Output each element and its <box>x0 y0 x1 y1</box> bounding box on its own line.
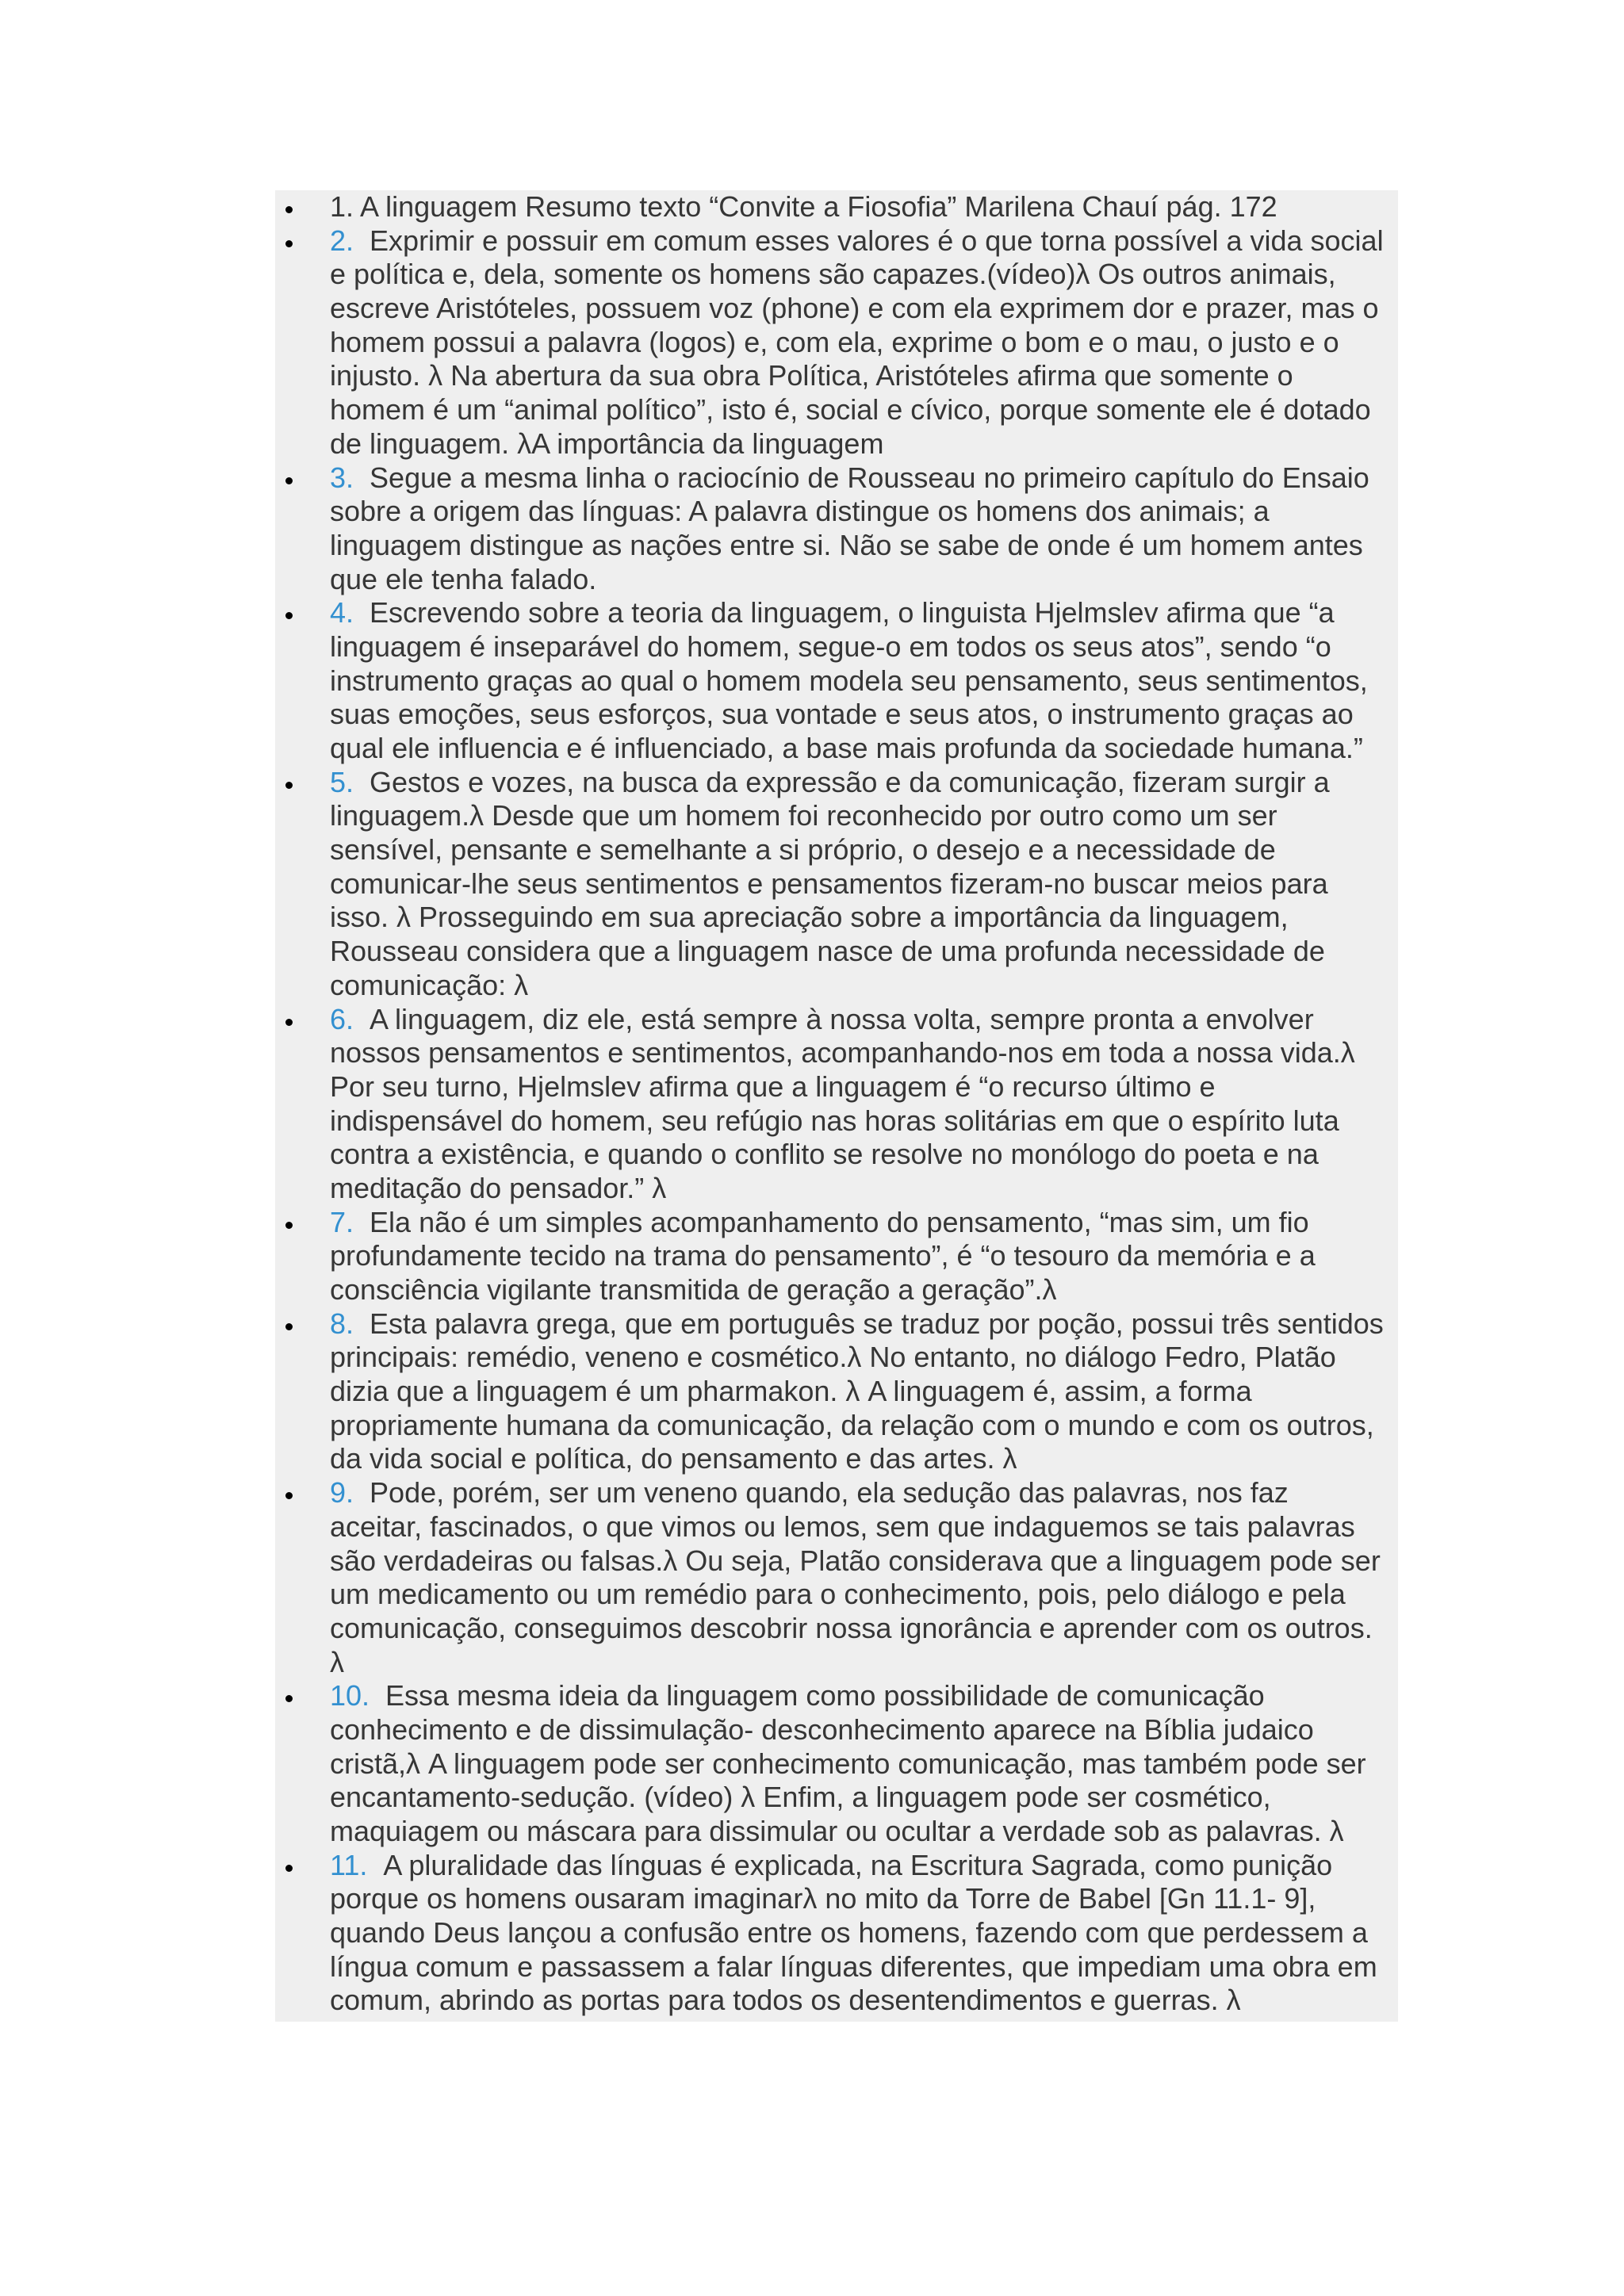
line-text: encantamento-sedução. (vídeo) λ Enfim, a linguagem pode ser cosmético, <box>330 1781 1271 1814</box>
text-line <box>330 393 1392 427</box>
line-text: Rousseau considera que a linguagem nasce de uma profunda necessidade de <box>330 935 1325 968</box>
text-line <box>330 1206 1392 1240</box>
line-text: Esta palavra grega, que em português se traduz por poção, possui três sentidos <box>370 1307 1384 1340</box>
line-text: dizia que a linguagem é um pharmakon. λ A linguagem é, assim, a forma <box>330 1375 1252 1408</box>
list-item <box>330 224 1392 461</box>
line-text: linguagem é inseparável do homem, segue-o em todos os seus atos”, sendo “o <box>330 629 1331 663</box>
text-line <box>330 1273 1392 1307</box>
list-item <box>330 1206 1392 1307</box>
text-line <box>330 461 1392 496</box>
line-text: língua comum e passassem a falar línguas diferentes, que impediam uma obra em <box>330 1950 1377 1983</box>
text-line <box>330 1070 1392 1104</box>
line-text: Por seu turno, Hjelmslev afirma que a linguagem é “o recurso último e <box>330 1070 1216 1103</box>
text-line <box>330 1781 1392 1815</box>
line-text: comum, abrindo as portas para todos os desentendimentos e guerras. λ <box>330 1984 1241 2017</box>
item-number: 11. <box>330 1848 368 1881</box>
line-text: que ele tenha falado. <box>330 562 597 595</box>
text-line <box>330 1138 1392 1172</box>
item-number: 5. <box>330 765 354 798</box>
text-line <box>330 1409 1392 1443</box>
text-line <box>330 1036 1392 1070</box>
text-line <box>330 833 1392 867</box>
text-line <box>330 935 1392 969</box>
line-text: aceitar, fascinados, o que vimos ou lemos, sem que indaguemos se tais palavras <box>330 1510 1355 1543</box>
line-text: Ela não é um simples acompanhamento do pensamento, “mas sim, um fio <box>370 1205 1309 1238</box>
item-number: 2. <box>330 224 354 257</box>
line-text: Essa mesma ideia da linguagem como possibilidade de comunicação <box>385 1679 1265 1712</box>
text-line <box>330 1679 1392 1713</box>
text-line <box>330 1307 1392 1341</box>
text-line <box>330 1104 1392 1138</box>
item-number: 6. <box>330 1002 354 1035</box>
line-text: cristã,λ A linguagem pode ser conhecimento comunicação, mas também pode ser <box>330 1747 1366 1780</box>
text-line <box>330 1375 1392 1409</box>
text-line <box>330 698 1392 732</box>
text-line <box>330 1003 1392 1037</box>
text-line <box>330 359 1392 393</box>
text-line <box>330 326 1392 360</box>
line-text: linguagem.λ Desde que um homem foi reconhecido por outro como um ser <box>330 799 1277 832</box>
text-line <box>330 1713 1392 1747</box>
text-line <box>330 1849 1392 1883</box>
line-text: da vida social e política, do pensamento e das artes. λ <box>330 1442 1017 1475</box>
text-line <box>330 1442 1392 1476</box>
text-line <box>330 1984 1392 2018</box>
line-text: escreve Aristóteles, possuem voz (phone) e com ela exprimem dor e prazer, mas o <box>330 292 1379 325</box>
text-line <box>330 1747 1392 1781</box>
bullet-icon <box>285 477 293 484</box>
text-line <box>330 867 1392 901</box>
line-text: homem é um “animal político”, isto é, social e cívico, porque somente ele é dotado <box>330 393 1371 427</box>
text-line <box>330 563 1392 597</box>
line-text: 1. A linguagem Resumo texto “Convite a Fiosofia” Marilena Chauí pág. 172 <box>330 190 1277 223</box>
text-line <box>330 596 1392 630</box>
line-text: profundamente tecido na trama do pensamento”, é “o tesouro da memória e a <box>330 1239 1316 1272</box>
item-number: 9. <box>330 1476 354 1510</box>
line-text: comunicar-lhe seus sentimentos e pensamentos fizeram-no buscar meios para <box>330 867 1328 900</box>
text-line <box>330 1815 1392 1849</box>
line-text: contra a existência, e quando o conflito se resolve no monólogo do poeta e na <box>330 1138 1319 1171</box>
text-line <box>330 799 1392 833</box>
text-line <box>330 1544 1392 1578</box>
line-text: quando Deus lançou a confusão entre os homens, fazendo com que perdessem a <box>330 1916 1368 1950</box>
item-number: 3. <box>330 461 354 494</box>
bullet-icon <box>285 1323 293 1330</box>
list-item <box>330 1849 1392 2018</box>
text-line <box>330 1916 1392 1950</box>
line-text: qual ele influencia e é influenciado, a base mais profunda da sociedade humana.” <box>330 732 1363 764</box>
text-line <box>330 969 1392 1003</box>
line-text: conhecimento e de dissimulação- desconhecimento aparece na Bíblia judaico <box>330 1712 1314 1746</box>
line-text: maquiagem ou máscara para dissimular ou ocultar a verdade sob as palavras. λ <box>330 1815 1344 1847</box>
line-text: comunicação: λ <box>330 968 529 1001</box>
text-line <box>330 1612 1392 1646</box>
line-text: Escrevendo sobre a teoria da linguagem, o linguista Hjelmslev afirma que “a <box>370 596 1335 629</box>
text-line <box>330 1510 1392 1544</box>
bullet-list <box>330 190 1392 2018</box>
text-line <box>330 224 1392 258</box>
line-text: sensível, pensante e semelhante a si próprio, o desejo e a necessidade de <box>330 833 1276 867</box>
list-item <box>330 1307 1392 1476</box>
bullet-icon <box>285 1222 293 1229</box>
line-text: A pluralidade das línguas é explicada, na Escritura Sagrada, como punição <box>383 1848 1333 1881</box>
line-text: propriamente humana da comunicação, da relação com o mundo e com os outros, <box>330 1408 1374 1441</box>
line-text: indispensável do homem, seu refúgio nas horas solitárias em que o espírito luta <box>330 1104 1339 1137</box>
item-number: 8. <box>330 1307 354 1340</box>
line-text: Exprimir e possuir em comum esses valores é o que torna possível a vida social <box>370 224 1384 257</box>
line-text: injusto. λ Na abertura da sua obra Política, Aristóteles afirma que somente o <box>330 359 1293 392</box>
line-text: isso. λ Prosseguindo em sua apreciação sobre a importância da linguagem, <box>330 901 1289 934</box>
text-line <box>330 292 1392 326</box>
line-text: instrumento graças ao qual o homem modela seu pensamento, seus sentimentos, <box>330 664 1368 697</box>
line-text: homem possui a palavra (logos) e, com ela, exprime o bom e o mau, o justo e o <box>330 325 1339 358</box>
list-item <box>330 190 1392 224</box>
text-line <box>330 1239 1392 1273</box>
text-line <box>330 495 1392 529</box>
line-text: Pode, porém, ser um veneno quando, ela sedução das palavras, nos faz <box>370 1476 1289 1510</box>
line-text: de linguagem. λA importância da linguagem <box>330 427 884 460</box>
text-line <box>330 258 1392 292</box>
bullet-icon <box>285 1865 293 1872</box>
list-item <box>330 766 1392 1003</box>
line-text: Gestos e vozes, na busca da expressão e da comunicação, fizeram surgir a <box>370 765 1330 798</box>
text-line <box>330 766 1392 800</box>
line-text: λ <box>330 1645 344 1678</box>
line-text: um medicamento ou um remédio para o conhecimento, pois, pelo diálogo e pela <box>330 1578 1346 1611</box>
text-line <box>330 190 1392 224</box>
bullet-icon <box>285 782 293 789</box>
line-text: linguagem distingue as nações entre si. Não se sabe de onde é um homem antes <box>330 528 1363 561</box>
text-line <box>330 1172 1392 1206</box>
line-text: são verdadeiras ou falsas.λ Ou seja, Platão considerava que a linguagem pode ser <box>330 1544 1381 1577</box>
bullet-icon <box>285 1019 293 1026</box>
text-line <box>330 1578 1392 1612</box>
list-item <box>330 1679 1392 1848</box>
list-item <box>330 461 1392 597</box>
text-line <box>330 901 1392 935</box>
line-text: suas emoções, seus esforços, sua vontade e seus atos, o instrumento graças ao <box>330 698 1354 731</box>
list-item <box>330 596 1392 765</box>
text-line <box>330 1646 1392 1680</box>
text-line <box>330 1476 1392 1510</box>
list-item <box>330 1003 1392 1206</box>
line-text: meditação do pensador.” λ <box>330 1171 667 1204</box>
line-text: A linguagem, diz ele, está sempre à nossa volta, sempre pronta a envolver <box>370 1002 1314 1035</box>
text-line <box>330 732 1392 766</box>
text-line <box>330 529 1392 563</box>
text-line <box>330 427 1392 461</box>
text-line <box>330 1882 1392 1916</box>
bullet-icon <box>285 206 293 213</box>
list-item <box>330 1476 1392 1679</box>
text-line <box>330 664 1392 698</box>
item-number: 7. <box>330 1205 354 1238</box>
bullet-icon <box>285 240 293 247</box>
line-text: sobre a origem das línguas: A palavra distingue os homens dos animais; a <box>330 495 1270 528</box>
text-line <box>330 1341 1392 1375</box>
text-line <box>330 1950 1392 1984</box>
line-text: nossos pensamentos e sentimentos, acompanhando-nos em toda a nossa vida.λ <box>330 1036 1355 1070</box>
line-text: comunicação, conseguimos descobrir nossa ignorância e aprender com os outros. <box>330 1611 1373 1644</box>
line-text: consciência vigilante transmitida de geração a geração”.λ <box>330 1273 1057 1306</box>
line-text: Segue a mesma linha o raciocínio de Rousseau no primeiro capítulo do Ensaio <box>370 461 1369 494</box>
item-number: 4. <box>330 596 354 629</box>
line-text: porque os homens ousaram imaginarλ no mito da Torre de Babel [Gn 11.1- 9], <box>330 1882 1316 1915</box>
item-number: 10. <box>330 1679 370 1712</box>
line-text: principais: remédio, veneno e cosmético.λ No entanto, no diálogo Fedro, Platão <box>330 1341 1336 1374</box>
text-line <box>330 630 1392 664</box>
line-text: e política e, dela, somente os homens são capazes.(vídeo)λ Os outros animais, <box>330 258 1336 291</box>
